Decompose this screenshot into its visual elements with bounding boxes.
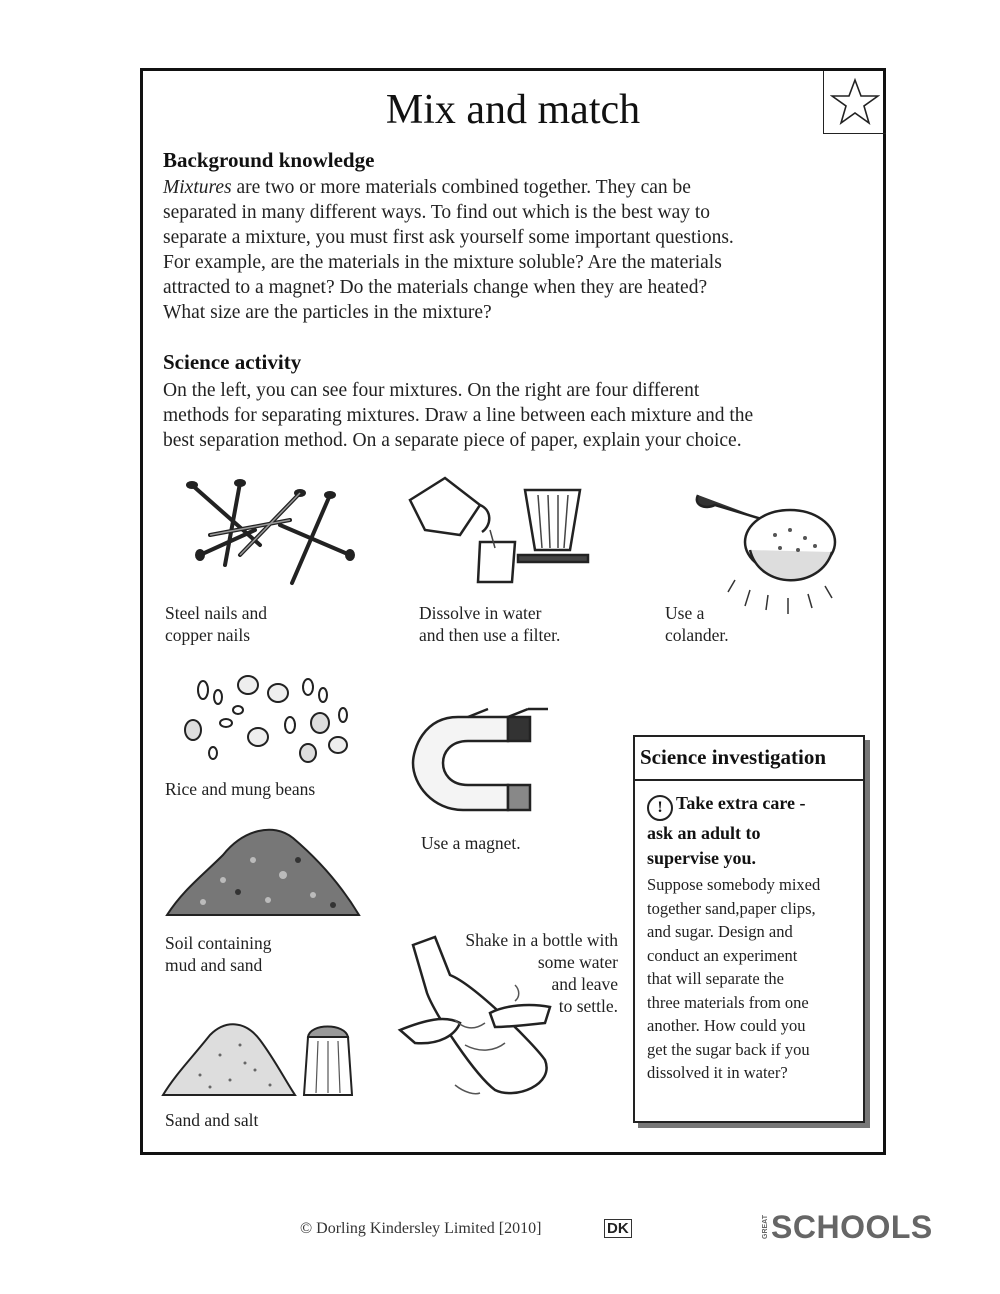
colander-icon bbox=[690, 480, 850, 620]
background-line: Mixtures are two or more materials combined together. They can be bbox=[163, 177, 691, 198]
investigation-box bbox=[633, 735, 865, 1123]
dk-logo: DK bbox=[604, 1219, 632, 1238]
activity-line: methods for separating mixtures. Draw a line between each mixture and the bbox=[163, 405, 754, 426]
background-line: What size are the particles in the mixture? bbox=[163, 302, 492, 323]
magnet-icon bbox=[408, 705, 548, 820]
greatschools-logo: GREAT SCHOOLS bbox=[762, 1208, 933, 1245]
sand-salt-icon bbox=[160, 1015, 360, 1100]
background-line: attracted to a magnet? Do the materials change when they are heated? bbox=[163, 277, 708, 298]
investigation-text: Suppose somebody mixed together sand,paper clips, and sugar. Design and conduct an experiment that will separate the three materials from one another. How could you get the sugar back if you dissolved it in water? bbox=[647, 875, 821, 1082]
page-title: Mix and match bbox=[385, 87, 641, 133]
method-caption-colander: Use a colander. bbox=[665, 603, 729, 645]
background-line: separated in many different ways. To find out which is the best way to bbox=[163, 202, 711, 223]
activity-line: best separation method. On a separate piece of paper, explain your choice. bbox=[163, 430, 742, 451]
background-line: separate a mixture, you must first ask yourself some important questions. bbox=[163, 227, 734, 248]
soil-pile-icon bbox=[163, 820, 363, 920]
rice-beans-icon bbox=[178, 675, 358, 770]
activity-heading: Science activity bbox=[163, 350, 302, 374]
filter-icon bbox=[400, 470, 600, 590]
background-line: For example, are the materials in the mixture soluble? Are the materials bbox=[163, 252, 722, 273]
activity-line: On the left, you can see four mixtures. On the right are four different bbox=[163, 380, 700, 401]
warning-icon: ! bbox=[647, 795, 673, 821]
method-caption-filter: Dissolve in water and then use a filter. bbox=[419, 603, 561, 645]
copyright-text: © Dorling Kindersley Limited [2010] bbox=[300, 1220, 542, 1237]
background-heading: Background knowledge bbox=[163, 148, 375, 172]
mixtures-term: Mixtures bbox=[163, 177, 232, 198]
activity-paragraph bbox=[163, 378, 753, 453]
mixture-caption-nails: Steel nails and copper nails bbox=[165, 603, 268, 645]
background-paragraph bbox=[163, 175, 734, 325]
investigation-heading: Science investigation bbox=[635, 737, 863, 781]
nails-icon bbox=[180, 475, 360, 590]
method-caption-magnet: Use a magnet. bbox=[421, 833, 521, 853]
mixture-caption-sand: Sand and salt bbox=[165, 1110, 259, 1130]
mixture-caption-rice: Rice and mung beans bbox=[165, 779, 316, 799]
mixture-caption-soil: Soil containing mud and sand bbox=[165, 933, 272, 975]
method-caption-bottle: Shake in a bottle with some water and leave to settle. bbox=[465, 930, 618, 1016]
caution-note: ! Take extra care - ask an adult to supervise you. bbox=[647, 793, 806, 868]
